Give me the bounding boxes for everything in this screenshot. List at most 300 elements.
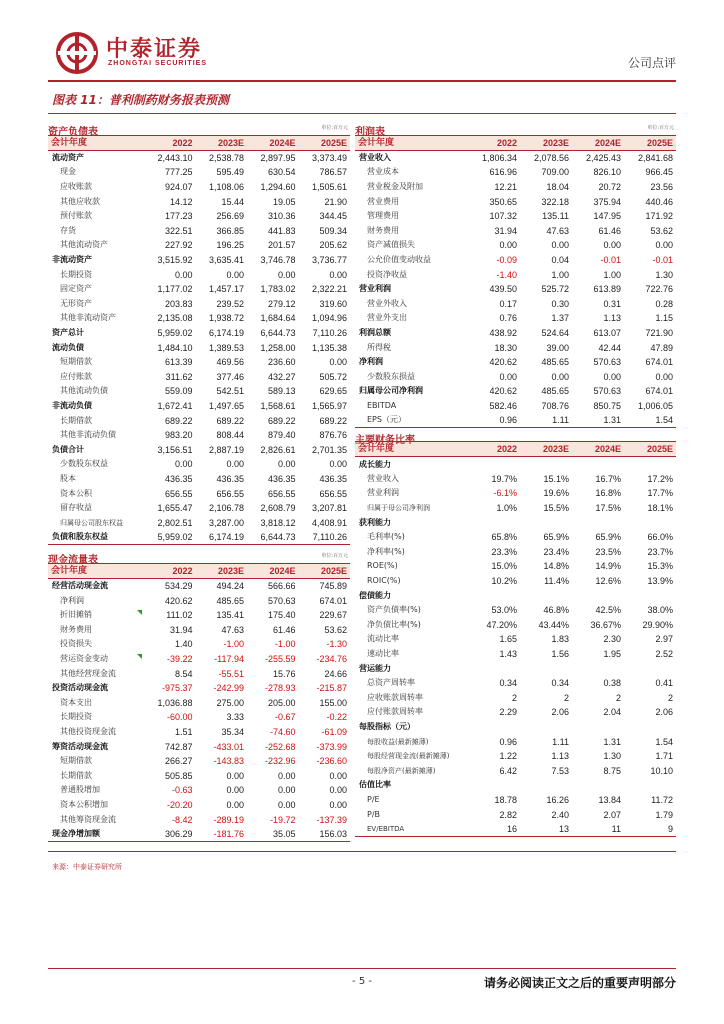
ratios-row-label: 每股指标（元） xyxy=(359,721,415,731)
cashflow-value-cell: 8.54 xyxy=(174,668,193,679)
balance-row-label: 负债合计 xyxy=(52,444,84,454)
income-value-cell: 53.62 xyxy=(650,225,673,236)
income-value-cell: 0.00 xyxy=(603,240,621,251)
balance-value-cell: 689.22 xyxy=(267,415,296,426)
cashflow-row xyxy=(48,652,350,667)
cashflow-value-cell: -252.68 xyxy=(264,741,296,752)
balance-row xyxy=(48,311,350,326)
cashflow-value-cell: 505.85 xyxy=(164,770,193,781)
income-value-cell: 375.94 xyxy=(593,196,621,207)
income-header-cell: 2025E xyxy=(624,136,676,151)
ratios-row xyxy=(355,559,676,574)
income-value-cell: -1.40 xyxy=(496,269,517,280)
ratios-value-cell xyxy=(468,661,520,676)
income-value-cell: 47.63 xyxy=(546,225,569,236)
cashflow-row-label: 现金净增加额 xyxy=(48,827,144,842)
balance-value-cell: 322.51 xyxy=(164,225,193,236)
income-statement-heading xyxy=(355,120,676,136)
income-value-cell: 0.96 xyxy=(468,413,520,428)
cashflow-value-cell: 155.00 xyxy=(319,697,347,708)
income-value-cell: 420.62 xyxy=(489,357,517,368)
income-statement-table xyxy=(355,136,676,428)
ratios-value-cell: 0.34 xyxy=(499,678,517,689)
balance-value-cell: 1,094.96 xyxy=(311,313,347,324)
cashflow-value-cell: 35.34 xyxy=(221,726,244,737)
income-value-cell: 525.72 xyxy=(541,284,569,295)
cashflow-value-cell: 674.01 xyxy=(319,595,347,606)
cashflow-value-cell: -236.60 xyxy=(316,756,347,767)
cashflow-value-cell: -255.59 xyxy=(264,653,296,664)
balance-row-label: 其他应收款 xyxy=(60,196,100,206)
income-row xyxy=(355,311,676,326)
income-value-cell: 171.92 xyxy=(645,211,673,222)
cashflow-row-label: 资本公积增加 xyxy=(60,799,108,809)
balance-value-cell: 1,497.65 xyxy=(208,400,244,411)
balance-row-label: 归属母公司股东权益 xyxy=(60,518,123,527)
balance-row xyxy=(48,530,350,545)
balance-row-label: 其他非流动负债 xyxy=(60,430,116,440)
balance-header-cell: 2025E xyxy=(299,136,351,151)
ratios-row-label: 每股净资产(最新摊薄) xyxy=(367,766,436,775)
logo-english-name: ZHONGTAI SECURITIES xyxy=(108,60,207,67)
ratios-value-cell: 36.67% xyxy=(590,619,621,630)
cashflow-header-row xyxy=(48,564,350,579)
balance-value-cell: 542.51 xyxy=(216,386,244,397)
balance-value-cell: 1,108.06 xyxy=(208,182,244,193)
balance-value-cell: 0.00 xyxy=(329,357,347,368)
cashflow-row-label: 短期借款 xyxy=(60,756,92,766)
cashflow-value-cell: 534.29 xyxy=(164,581,193,592)
balance-row-label: 其他非流动资产 xyxy=(60,313,116,323)
right-column xyxy=(355,120,676,837)
ratios-value-cell: 15.1% xyxy=(543,473,569,484)
balance-row xyxy=(48,326,350,341)
balance-value-cell: 656.55 xyxy=(319,488,347,499)
ratios-row xyxy=(355,588,676,603)
income-row-label: 营业税金及附加 xyxy=(367,182,423,192)
balance-row xyxy=(48,194,350,209)
income-row-label: 营业外支出 xyxy=(367,313,407,323)
balance-value-cell: 344.45 xyxy=(319,211,347,222)
ratios-row xyxy=(355,515,676,530)
cashflow-value-cell: 53.62 xyxy=(324,624,347,635)
balance-row-label: 非流动负债 xyxy=(52,400,92,410)
income-value-cell: 674.01 xyxy=(645,357,673,368)
income-value-cell: 674.01 xyxy=(645,386,673,397)
balance-value-cell: 377.46 xyxy=(216,371,244,382)
income-value-cell: 708.76 xyxy=(541,400,569,411)
ratios-row xyxy=(355,457,676,472)
income-value-cell: 322.18 xyxy=(541,196,569,207)
income-row xyxy=(355,326,676,341)
income-value-cell: 1,806.34 xyxy=(481,153,517,164)
ratios-value-cell: 0.34 xyxy=(551,678,569,689)
balance-value-cell: 201.57 xyxy=(267,240,296,251)
balance-value-cell: 1,938.72 xyxy=(208,313,244,324)
ratios-row-label: P/B xyxy=(367,809,381,819)
balance-value-cell: 656.55 xyxy=(267,488,296,499)
income-row xyxy=(355,399,676,414)
balance-value-cell: 3,515.92 xyxy=(157,255,193,266)
cashflow-value-cell: 1,036.88 xyxy=(157,697,193,708)
balance-value-cell: 0.00 xyxy=(174,269,193,280)
income-value-cell: 0.04 xyxy=(551,255,569,266)
cashflow-row xyxy=(48,768,350,783)
ratios-value-cell: 1.0% xyxy=(496,503,517,514)
income-row-label: 所得税 xyxy=(367,342,391,352)
left-column xyxy=(48,120,350,842)
cashflow-row xyxy=(48,681,350,696)
ratios-value-cell: 1.11 xyxy=(552,736,569,747)
income-value-cell: 18.04 xyxy=(546,182,569,193)
cashflow-value-cell: -181.76 xyxy=(196,827,248,842)
ratios-row-label: 估值比率 xyxy=(359,780,391,790)
ratios-row xyxy=(355,472,676,487)
income-row xyxy=(355,370,676,385)
ratios-value-cell: 46.8% xyxy=(543,605,569,616)
income-value-cell: 1,006.05 xyxy=(637,400,673,411)
ratios-row xyxy=(355,778,676,793)
ratios-value-cell: 13.84 xyxy=(598,794,621,805)
balance-value-cell: 1,389.53 xyxy=(208,342,244,353)
cashflow-value-cell: 570.63 xyxy=(267,595,296,606)
ratios-value-cell xyxy=(572,720,624,735)
balance-row-label: 应收账款 xyxy=(60,182,92,192)
balance-value-cell: 1,684.64 xyxy=(260,313,296,324)
income-value-cell: 1.15 xyxy=(655,313,673,324)
figure-title: 图表 11：普利制药财务报表预测 xyxy=(52,93,229,107)
cashflow-title: 现金流量表 xyxy=(48,555,98,567)
cashflow-row xyxy=(48,783,350,798)
income-value-cell: 721.90 xyxy=(645,328,673,339)
balance-value-cell: 1,568.61 xyxy=(260,400,296,411)
balance-value-cell: 689.22 xyxy=(216,415,244,426)
balance-value-cell: 15.44 xyxy=(221,196,244,207)
income-value-cell: 39.00 xyxy=(546,342,569,353)
income-value-cell: 2,841.68 xyxy=(637,153,673,164)
cashflow-row-label: 折旧摊销 xyxy=(48,608,144,623)
balance-row xyxy=(48,501,350,516)
ratios-heading xyxy=(355,428,676,447)
ratios-value-cell: 43.44% xyxy=(538,619,569,630)
ratios-table xyxy=(355,442,676,837)
balance-value-cell: 1,672.41 xyxy=(157,400,193,411)
ratios-row-label: 毛利率(%) xyxy=(367,532,405,542)
ratios-value-cell: 17.2% xyxy=(647,473,673,484)
cashflow-value-cell: -74.60 xyxy=(269,726,296,737)
cashflow-value-cell: -232.96 xyxy=(264,756,296,767)
income-header-cell: 2024E xyxy=(572,136,624,151)
balance-value-cell: 436.35 xyxy=(216,473,244,484)
ratios-value-cell xyxy=(468,515,520,530)
ratios-value-cell: 2.04 xyxy=(603,707,621,718)
balance-row-label: 少数股东权益 xyxy=(60,459,108,469)
ratios-row xyxy=(355,734,676,749)
balance-value-cell: 2,826.61 xyxy=(260,444,296,455)
balance-row-label: 现金 xyxy=(60,167,76,177)
balance-row-label: 预付账款 xyxy=(60,211,92,221)
ratios-value-cell: 29.90% xyxy=(642,619,673,630)
ratios-row xyxy=(355,486,676,501)
income-row-label: 资产减值损失 xyxy=(367,240,415,250)
ratios-value-cell xyxy=(624,720,676,735)
balance-value-cell: 1,505.61 xyxy=(311,182,347,193)
income-value-cell: -0.01 xyxy=(652,255,673,266)
ratios-row xyxy=(355,501,676,516)
ratios-value-cell: 6.42 xyxy=(499,765,517,776)
page-header xyxy=(48,30,676,80)
income-value-cell: 524.64 xyxy=(541,328,569,339)
cashflow-row-label: 投资损失 xyxy=(60,639,92,649)
income-value-cell: -0.01 xyxy=(600,255,621,266)
balance-value-cell: 319.60 xyxy=(319,298,347,309)
income-row-label: 公允价值变动收益 xyxy=(367,255,431,265)
ratios-row-label: P/E xyxy=(367,794,380,804)
income-value-cell: 0.00 xyxy=(551,240,569,251)
ratios-value-cell xyxy=(572,661,624,676)
cashflow-row xyxy=(48,593,350,608)
balance-sheet-title: 资产负债表 xyxy=(48,127,98,138)
balance-value-cell: 0.00 xyxy=(174,459,193,470)
balance-row-label: 长期投资 xyxy=(60,269,92,279)
balance-value-cell: 559.09 xyxy=(164,386,193,397)
source-divider xyxy=(48,851,676,852)
ratios-value-cell: 2.29 xyxy=(499,707,517,718)
ratios-value-cell: 16.7% xyxy=(595,473,621,484)
balance-header-cell: 2023E xyxy=(196,136,248,151)
ratios-value-cell: 0.96 xyxy=(499,736,517,747)
balance-row-label: 资产总计 xyxy=(52,328,84,338)
cashflow-value-cell: -0.67 xyxy=(274,712,296,723)
ratios-row-label: 成长能力 xyxy=(359,459,391,469)
balance-row-label: 短期借款 xyxy=(60,357,92,367)
balance-value-cell: 6,644.73 xyxy=(247,530,299,545)
zhongtai-logo-icon xyxy=(56,32,98,74)
ratios-row xyxy=(355,530,676,545)
income-row-label: 营业收入 xyxy=(359,153,391,163)
ratios-value-cell: 19.6% xyxy=(543,488,569,499)
income-value-cell: 439.50 xyxy=(489,284,517,295)
income-row-label: 营业外收入 xyxy=(367,298,407,308)
ratios-value-cell xyxy=(572,457,624,472)
ratios-value-cell: 11 xyxy=(572,822,624,837)
income-row xyxy=(355,165,676,180)
balance-value-cell: 205.62 xyxy=(319,240,347,251)
income-value-cell: 966.45 xyxy=(645,167,673,178)
balance-value-cell: 2,135.08 xyxy=(157,313,193,324)
income-value-cell: 31.94 xyxy=(494,225,517,236)
ratios-value-cell: 17.5% xyxy=(595,503,621,514)
income-row-label: 营业利润 xyxy=(359,284,391,294)
cashflow-value-cell: 494.24 xyxy=(216,581,244,592)
balance-row xyxy=(48,224,350,239)
balance-row-label: 留存收益 xyxy=(60,503,92,513)
income-value-cell: 722.76 xyxy=(645,284,673,295)
ratios-value-cell xyxy=(468,778,520,793)
income-value-cell: 440.46 xyxy=(645,196,673,207)
income-value-cell: 0.76 xyxy=(499,313,517,324)
income-value-cell: 1.00 xyxy=(551,269,569,280)
cashflow-value-cell: -242.99 xyxy=(213,683,244,694)
cashflow-value-cell: -278.93 xyxy=(264,683,296,694)
income-statement-title: 利润表 xyxy=(355,127,385,138)
ratios-row-label: 速动比率 xyxy=(367,648,399,658)
balance-value-cell: 1,135.38 xyxy=(311,342,347,353)
cashflow-row-label: 净利润 xyxy=(60,595,84,605)
ratios-value-cell: 1.95 xyxy=(603,648,621,659)
ratios-value-cell: 2.40 xyxy=(551,809,569,820)
balance-value-cell: 2,887.19 xyxy=(208,444,244,455)
cashflow-value-cell: 306.29 xyxy=(144,827,196,842)
cashflow-row xyxy=(48,827,350,842)
ratios-row xyxy=(355,793,676,808)
balance-row xyxy=(48,472,350,487)
ratios-value-cell: 38.0% xyxy=(647,605,673,616)
income-value-cell: -0.09 xyxy=(496,255,517,266)
ratios-value-cell xyxy=(468,720,520,735)
ratios-value-cell: 1.79 xyxy=(655,809,673,820)
cashflow-value-cell: 566.66 xyxy=(267,581,296,592)
ratios-row-label: 应收账款周转率 xyxy=(367,692,423,702)
ratios-value-cell xyxy=(572,588,624,603)
income-row-label: 投资净收益 xyxy=(367,269,407,279)
cashflow-header-cell: 会计年度 xyxy=(48,564,144,579)
income-value-cell: 613.07 xyxy=(593,328,621,339)
income-value-cell: 570.63 xyxy=(593,386,621,397)
balance-value-cell: 1,783.02 xyxy=(260,284,296,295)
cashflow-row xyxy=(48,608,350,623)
page-number: - 5 - xyxy=(352,976,372,987)
balance-value-cell: 3,287.00 xyxy=(208,517,244,528)
cashflow-row xyxy=(48,739,350,754)
ratios-header-cell: 2024E xyxy=(572,442,624,457)
income-header-cell: 2023E xyxy=(520,136,572,151)
ratios-value-cell: 13.9% xyxy=(647,576,673,587)
cashflow-value-cell: -373.99 xyxy=(316,741,347,752)
ratios-value-cell: 2.06 xyxy=(655,707,673,718)
income-value-cell: 1.00 xyxy=(603,269,621,280)
income-value-cell: 12.21 xyxy=(494,182,517,193)
balance-value-cell: 21.90 xyxy=(324,196,347,207)
source-note: 来源：中泰证券研究所 xyxy=(52,863,122,871)
ratios-row-label: EV/EBITDA xyxy=(355,822,468,837)
ratios-value-cell: 9 xyxy=(624,822,676,837)
balance-value-cell: 924.07 xyxy=(164,182,193,193)
ratios-value-cell: 16 xyxy=(468,822,520,837)
income-value-cell: 0.00 xyxy=(655,371,673,382)
ratios-row-label: 流动比率 xyxy=(367,634,399,644)
balance-value-cell: 19.05 xyxy=(272,196,296,207)
balance-row xyxy=(48,151,350,166)
ratios-header-cell: 2022 xyxy=(468,442,520,457)
ratios-value-cell: 8.75 xyxy=(603,765,621,776)
income-row xyxy=(355,224,676,239)
ratios-value-cell: 23.4% xyxy=(543,546,569,557)
ratios-value-cell: 1.30 xyxy=(603,751,621,762)
balance-value-cell: 3,818.12 xyxy=(260,517,296,528)
cashflow-row-label: 普通股增加 xyxy=(60,785,100,795)
cashflow-header-cell: 2024E xyxy=(247,564,299,579)
balance-value-cell: 0.00 xyxy=(277,269,296,280)
cashflow-row xyxy=(48,579,350,594)
cashflow-value-cell: -1.30 xyxy=(326,639,347,650)
cashflow-value-cell: 0.00 xyxy=(277,770,296,781)
ratios-row xyxy=(355,749,676,764)
footer-disclaimer: 请务必阅读正文之后的重要声明部分 xyxy=(483,976,676,990)
income-value-cell: 485.65 xyxy=(541,357,569,368)
income-value-cell: 0.17 xyxy=(499,298,517,309)
cashflow-value-cell: -143.83 xyxy=(213,756,244,767)
ratios-value-cell: 23.5% xyxy=(595,546,621,557)
balance-row-label: 股本 xyxy=(60,473,76,483)
income-header-cell: 2022 xyxy=(468,136,520,151)
balance-row-label: 其他流动负债 xyxy=(60,386,108,396)
cashflow-value-cell: -60.00 xyxy=(166,712,193,723)
ratios-value-cell: 10.2% xyxy=(491,576,517,587)
ratios-row xyxy=(355,676,676,691)
balance-row-label: 无形资产 xyxy=(60,298,92,308)
ratios-value-cell xyxy=(624,457,676,472)
ratios-value-cell: 1.43 xyxy=(499,648,517,659)
cashflow-value-cell: 3.33 xyxy=(226,712,244,723)
cashflow-table xyxy=(48,564,350,842)
ratios-value-cell: 15.0% xyxy=(491,561,517,572)
income-header-row xyxy=(355,136,676,151)
cashflow-value-cell: -289.19 xyxy=(213,814,244,825)
ratios-value-cell: 2 xyxy=(511,692,517,703)
ratios-value-cell: 2.06 xyxy=(551,707,569,718)
balance-value-cell: 0.00 xyxy=(226,269,244,280)
balance-row xyxy=(48,180,350,195)
balance-value-cell: 509.34 xyxy=(319,225,347,236)
balance-row xyxy=(48,209,350,224)
company-logo xyxy=(56,32,276,76)
balance-value-cell: 366.85 xyxy=(216,225,244,236)
balance-value-cell: 436.35 xyxy=(267,473,296,484)
balance-value-cell: 432.27 xyxy=(267,371,296,382)
ratios-row xyxy=(355,690,676,705)
income-value-cell: 0.28 xyxy=(655,298,673,309)
ratios-value-cell: -6.1% xyxy=(493,488,517,499)
cashflow-value-cell: 485.65 xyxy=(216,595,244,606)
ratios-row-label: 归属于母公司净利润 xyxy=(367,504,430,513)
ratios-value-cell: 12.6% xyxy=(595,576,621,587)
income-row-label: EBITDA xyxy=(367,400,397,410)
balance-value-cell: 689.22 xyxy=(164,415,193,426)
ratios-value-cell xyxy=(520,588,572,603)
income-value-cell: 1.13 xyxy=(603,313,621,324)
cashflow-value-cell: -61.09 xyxy=(321,726,347,737)
cashflow-header-cell: 2025E xyxy=(299,564,351,579)
income-value-cell: 1.30 xyxy=(655,269,673,280)
ratios-value-cell xyxy=(520,661,572,676)
income-row-label: 少数股东损益 xyxy=(367,371,415,381)
ratios-value-cell xyxy=(572,778,624,793)
balance-value-cell: 203.83 xyxy=(164,298,193,309)
ratios-row-label: 应付账款周转率 xyxy=(367,707,423,717)
header-divider xyxy=(48,80,676,82)
balance-value-cell: 7,110.26 xyxy=(299,530,351,545)
balance-value-cell: 2,322.21 xyxy=(311,284,347,295)
balance-value-cell: 0.00 xyxy=(329,269,347,280)
ratios-value-cell: 2 xyxy=(615,692,621,703)
balance-value-cell: 876.76 xyxy=(319,430,347,441)
income-row-label: 利润总额 xyxy=(359,328,391,338)
ratios-value-cell: 42.5% xyxy=(595,605,621,616)
ratios-value-cell: 23.7% xyxy=(647,546,673,557)
balance-row xyxy=(48,384,350,399)
balance-value-cell: 505.72 xyxy=(319,371,347,382)
